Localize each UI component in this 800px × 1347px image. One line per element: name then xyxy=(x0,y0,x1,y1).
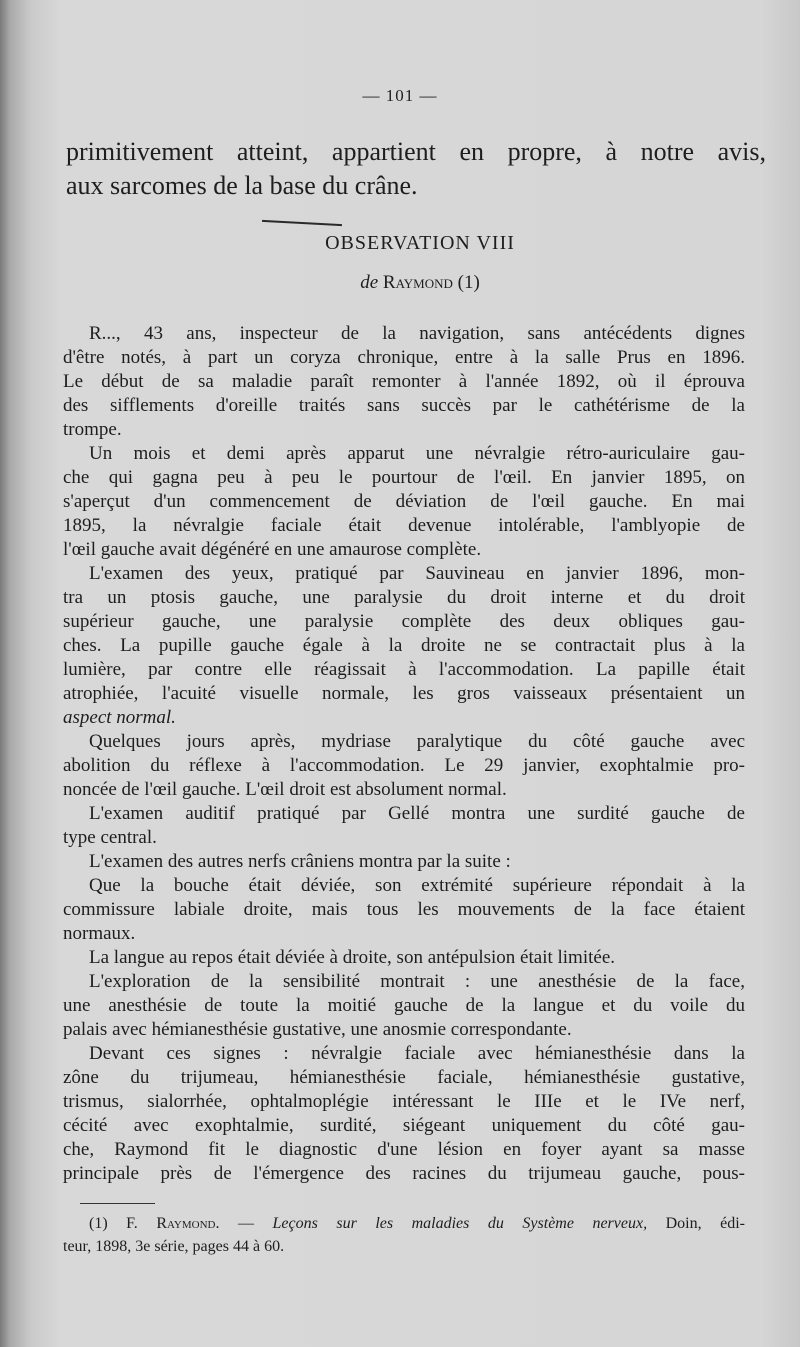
observation-title: OBSERVATION VIII xyxy=(325,232,515,254)
text-line: commissure labiale droite, mais tous les mouvements de la face étaient xyxy=(63,899,745,920)
text-line: s'aperçut d'un commencement de déviation de l'œil gauche. En mai xyxy=(63,491,745,512)
text-line: l'œil gauche avait dégénéré en une amaurose complète. xyxy=(63,539,482,560)
footnote-dash: . — xyxy=(215,1215,254,1232)
footnote-line xyxy=(63,1212,745,1235)
text-line: ches. La pupille gauche égale à la droite ne se contractait plus à la xyxy=(63,635,745,656)
text-line: che qui gagna peu à peu le pourtour de l'œil. En janvier 1895, on xyxy=(63,467,745,488)
text-line: palais avec hémianesthésie gustative, une anosmie correspondante. xyxy=(63,1019,572,1040)
text-line: Que la bouche était déviée, son extrémité supérieure répondait à la xyxy=(89,875,745,896)
text-line: supérieur gauche, une paralysie complète des deux obliques gau- xyxy=(63,611,745,632)
text-line: tra un ptosis gauche, une paralysie du droit interne et du droit xyxy=(63,587,745,608)
footnote-prefix: (1) F. xyxy=(89,1215,138,1232)
intro-line: primitivement atteint, appartient en propre, à notre avis, xyxy=(66,137,766,166)
footnote-divider xyxy=(80,1203,155,1204)
observation-subtitle-prefix: de xyxy=(360,272,379,293)
footnote-publisher: Doin, édi- xyxy=(665,1215,745,1232)
text-line: abolition du réflexe à l'accommodation. Le 29 janvier, exophtalmie pro- xyxy=(63,755,745,776)
intro-paragraph xyxy=(66,135,766,203)
text-line: noncée de l'œil gauche. L'œil droit est absolument normal. xyxy=(63,779,507,800)
text-line: trompe. xyxy=(63,419,122,440)
text-line: lumière, par contre elle réagissait à l'accommodation. La papille était xyxy=(63,659,745,680)
text-line: trismus, sialorrhée, ophtalmoplégie intéressant le IIIe et le IVe nerf, xyxy=(63,1091,745,1112)
text-line: La langue au repos était déviée à droite, son antépulsion était limitée. xyxy=(89,947,616,968)
text-line: d'être notés, à part un coryza chronique, entre à la salle Prus en 1896. xyxy=(63,347,745,368)
text-line: L'examen des autres nerfs crâniens montra par la suite : xyxy=(89,851,511,872)
observation-subtitle xyxy=(40,272,800,294)
footnote-author: Raymond xyxy=(156,1215,216,1232)
footnote xyxy=(63,1212,745,1258)
text-line: R..., 43 ans, inspecteur de la navigation, sans antécédents dignes xyxy=(89,323,745,344)
page-number: — 101 — xyxy=(362,86,438,105)
text-line: Le début de sa maladie paraît remonter à l'année 1892, où il éprouva xyxy=(63,371,745,392)
text-line: L'exploration de la sensibilité montrait : une anesthésie de la face, xyxy=(89,971,745,992)
text-line: type central. xyxy=(63,827,157,848)
text-line: principale près de l'émergence des racines du trijumeau gauche, pous- xyxy=(63,1163,745,1184)
observation-subtitle-name: Raymond xyxy=(382,272,453,293)
footnote-reference: (1) xyxy=(457,272,480,293)
footnote-title: Leçons sur les maladies du Système nerveux, xyxy=(272,1215,648,1232)
text-line: Devant ces signes : névralgie faciale avec hémianesthésie dans la xyxy=(89,1043,745,1064)
text-line: 1895, la névralgie faciale était devenue intolérable, l'amblyopie de xyxy=(63,515,745,536)
footnote-line: teur, 1898, 3e série, pages 44 à 60. xyxy=(63,1238,285,1255)
text-line: atrophiée, l'acuité visuelle normale, les gros vaisseaux présentaient un xyxy=(63,683,745,704)
section-divider xyxy=(262,220,342,226)
text-line: aspect normal. xyxy=(63,707,176,728)
text-line: che, Raymond fit le diagnostic d'une lésion en foyer ayant sa masse xyxy=(63,1139,745,1160)
text-line: Quelques jours après, mydriase paralytique du côté gauche avec xyxy=(89,731,745,752)
text-line: une anesthésie de toute la moitié gauche de la langue et du voile du xyxy=(63,995,745,1016)
text-line: L'examen des yeux, pratiqué par Sauvineau en janvier 1896, mon- xyxy=(89,563,745,584)
text-line: normaux. xyxy=(63,923,136,944)
text-line: Un mois et demi après apparut une névralgie rétro-auriculaire gau- xyxy=(89,443,745,464)
text-line: L'examen auditif pratiqué par Gellé montra une surdité gauche de xyxy=(89,803,745,824)
text-line: des sifflements d'oreille traités sans succès par le cathétérisme de la xyxy=(63,395,745,416)
intro-line: aux sarcomes de la base du crâne. xyxy=(66,171,418,200)
text-line: cécité avec exophtalmie, surdité, siégeant uniquement du côté gau- xyxy=(63,1115,745,1136)
observation-body xyxy=(63,322,745,1186)
text-line: zône du trijumeau, hémianesthésie faciale, hémianesthésie gustative, xyxy=(63,1067,745,1088)
